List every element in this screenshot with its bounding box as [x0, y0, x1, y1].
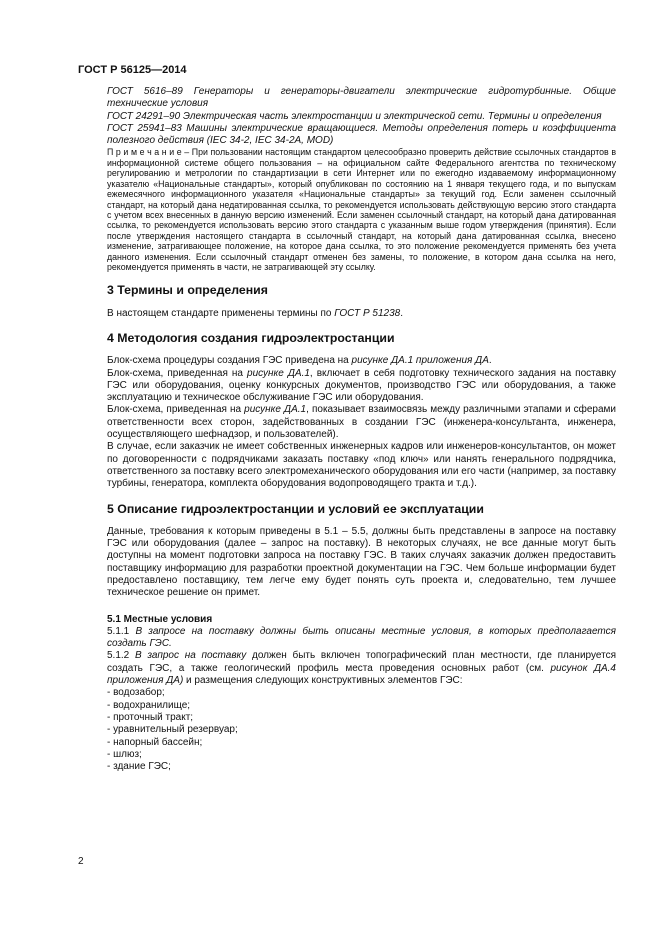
section-5-heading: 5 Описание гидроэлектростанции и условий ее эксплуатации: [107, 501, 484, 516]
reference-entry: ГОСТ 25941–83 Машины электрические вращающиеся. Методы определения потерь и коэффициента полезного действия (IEC 34-2, IEC 34-2A, MOD): [107, 122, 617, 147]
list-item: - здание ГЭС;: [107, 761, 171, 773]
page-content: [107, 86, 616, 773]
section-4-paragraph: Блок-схема, приведенная на рисунке ДА.1, включает в себя подготовку технического задания на поставку ГЭС или оборудования, оценку конкурсных документов, производство ГЭС или оборудования, а также эксплуатацию и техническое обслуживание ГЭС или оборудования.: [107, 367, 616, 404]
section-4-paragraph: Блок-схема процедуры создания ГЭС приведена на рисунке ДА.1 приложения ДА.: [107, 355, 492, 367]
section-4-paragraph: В случае, если заказчик не имеет собственных инженерных кадров или инженеров-консультантов, он может по договоренности с подрядчиками заказать поставку «под ключ» или нанять генерального подрядчика, ответственного за поставку всего электромеханического оборудования или его части (например, за поставку турбины, генератора, комплекта оборудования водопроводящего тракта и т.д.).: [107, 441, 616, 490]
reference-entry: ГОСТ 5616–89 Генераторы и генераторы-двигатели электрические гидротурбинные. Общие технические условия: [107, 86, 616, 110]
reference-entry: ГОСТ 24291–90 Электрическая часть электростанции и электрической сети. Термины и определения: [107, 110, 602, 122]
list-item: - напорный бассейн;: [107, 736, 203, 748]
section-5-paragraph: Данные, требования к которым приведены в 5.1 – 5.5, должны быть представлены в запросе на поставку ГЭС или оборудования (далее – запрос на поставку). В некоторых случаях, не все данные могут быть доступны на момент подготовки запроса на поставку ГЭС. В таких случаях заказчик должен предоставить поставщику информацию для разработки проектной документации на ГЭС. Чем больше информации будет предоставлено поставщику, тем легче ему будет понять суть проекта и, следовательно, тем лучшее техническое решение он примет.: [107, 525, 616, 599]
section-4-heading: 4 Методология создания гидроэлектростанции: [107, 330, 395, 345]
clause-5-1-1: 5.1.1 В запросе на поставку должны быть описаны местные условия, в которых предполагается создать ГЭС.: [107, 625, 616, 650]
document-header: ГОСТ Р 56125—2014: [78, 64, 187, 76]
subsection-5-1-heading: 5.1 Местные условия: [107, 613, 213, 625]
element-list: [107, 687, 616, 773]
page-number: 2: [78, 856, 84, 867]
section-3-text: В настоящем стандарте применены термины по ГОСТ Р 51238.: [107, 307, 403, 319]
note-label: П р и м е ч а н и е: [107, 147, 182, 158]
section-3-heading: 3 Термины и определения: [107, 283, 268, 298]
list-item: - шлюз;: [107, 748, 142, 760]
list-item: - проточный тракт;: [107, 711, 194, 723]
clause-5-1-2: 5.1.2 В запрос на поставку должен быть включен топографический план местности, где планируется создать ГЭС, а также геологический профиль места проведения основных работ (см. рисунок ДА.4 приложения ДА) и размещения следующих конструктивных элементов ГЭС:: [107, 650, 616, 687]
note-paragraph: [107, 147, 616, 272]
list-item: - водозабор;: [107, 687, 165, 699]
list-item: - уравнительный резервуар;: [107, 724, 238, 736]
note-text: – При пользовании настоящим стандартом целесообразно проверить действие ссылочных стандартов в информационной системе общего пользования – на официальном сайте Федерального агентства по техническому регулированию и метрологии по стандартизации в сети Интернет или по ежегодно издаваемому информационному указателю «Национальные стандарты», который опубликован по состоянию на 1 января текущего года, и по выпускам ежемесячного информационного указателя «Национальные стандарты» за текущий год. Если заменен ссылочный стандарт, на который дана недатированная ссылка, то рекомендуется использовать действующую версию этого стандарта с учетом всех внесенных в данную версию изменений. Если заменен ссылочный стандарт, на который дана датированная ссылка, то рекомендуется использовать версию этого стандарта с указанным выше годом утверждения (принятия). Если после утверждения настоящего стандарта в ссылочный стандарт, на который дана датированная ссылка, внесено изменение, затрагивающее положение, на которое дана ссылка, то это положение рекомендуется применять без учета данного изменения. Если ссылочный стандарт отменен без замены, то положение, в котором дана ссылка на него, рекомендуется применять в части, не затрагивающей эту ссылку.: [107, 147, 616, 272]
section-4-paragraph: Блок-схема, приведенная на рисунке ДА.1, показывает взаимосвязь между различными этапами и сферами ответственности всех сторон, задействованных в создании ГЭС (инженера-консультанта, инженера, осуществляющего шефнадзор, и пользователей).: [107, 404, 616, 441]
list-item: - водохранилище;: [107, 699, 191, 711]
